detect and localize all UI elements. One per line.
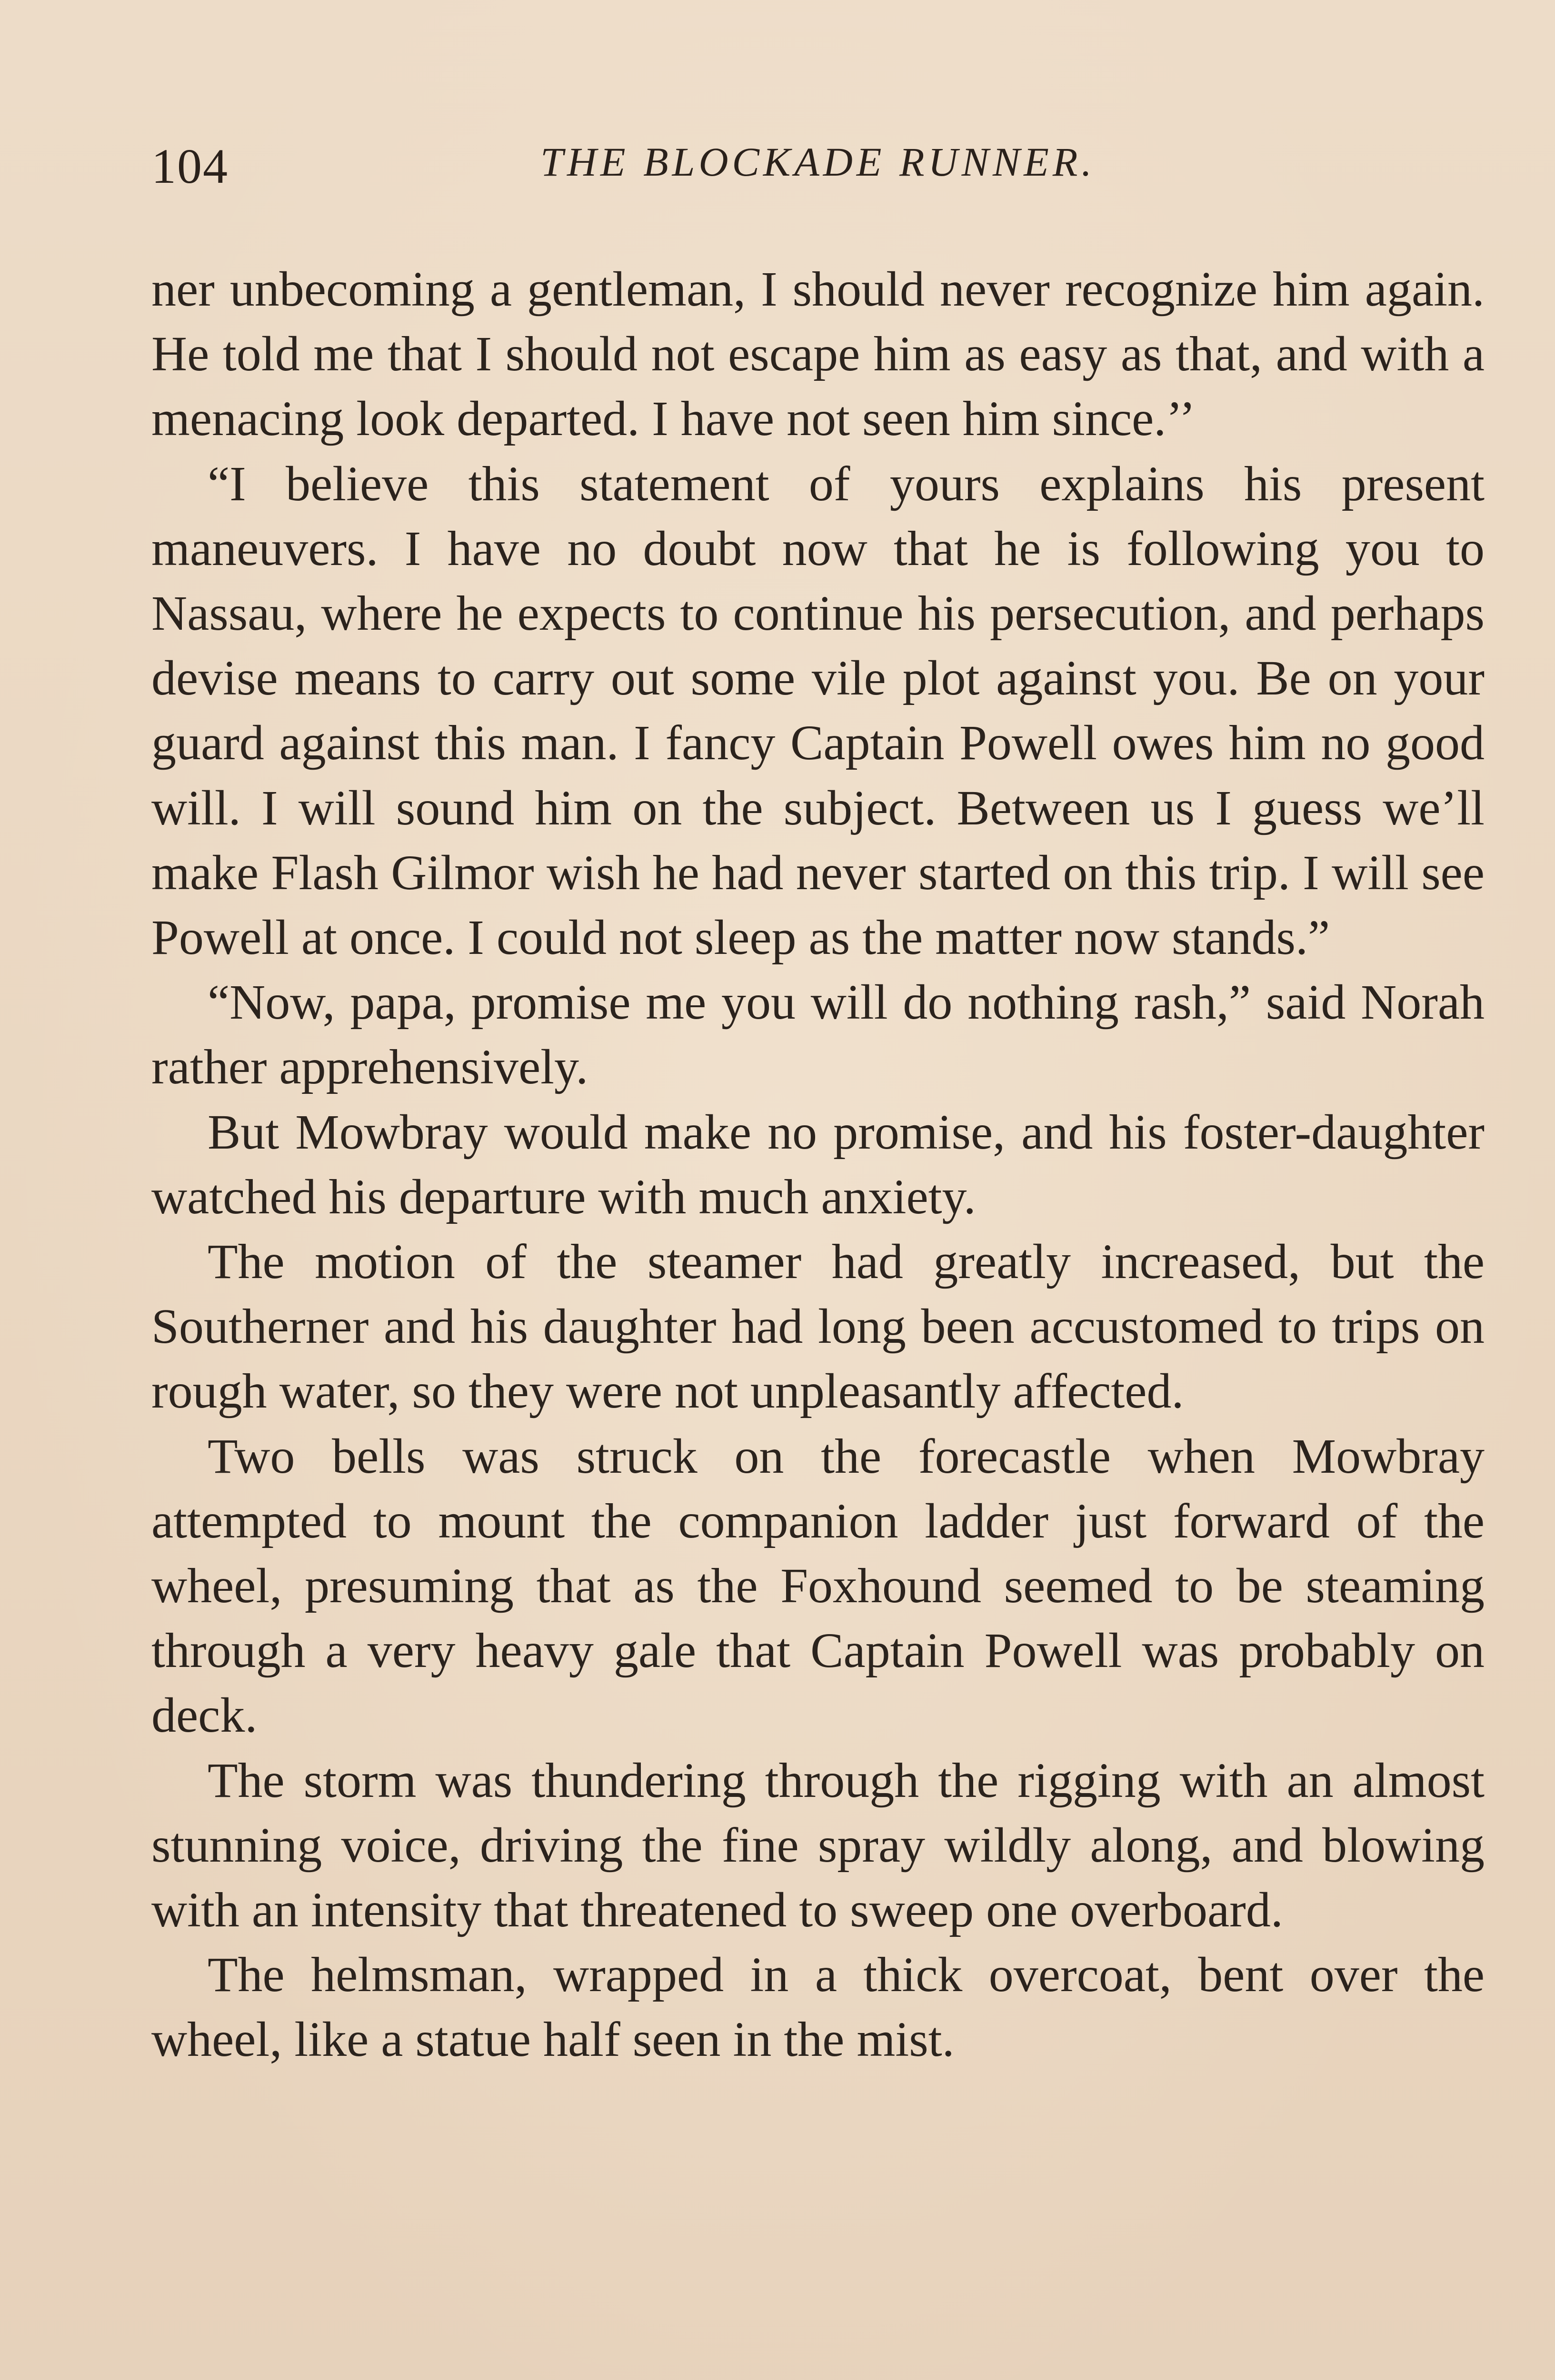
paragraph: Two bells was struck on the forecastle when Mowbray attempted to mount the companion ladder just forward of the wheel, presuming that as the Foxhound seemed to be steaming through a very heavy gale that Captain Powell was probably on deck. — [151, 1428, 1485, 1743]
page-header — [151, 138, 1485, 200]
page-number: 104 — [151, 139, 229, 194]
paragraph: “Now, papa, promise me you will do nothing rash,” said Norah rather apprehensively. — [151, 975, 1485, 1095]
paragraph: The storm was thundering through the rigging with an almost stunning voice, driving the fine spray wildly along, and blowing with an intensity that threatened to sweep one overboard. — [151, 1753, 1485, 1938]
paragraph: The motion of the steamer had greatly increased, but the Southerner and his daughter had long been accustomed to trips on rough water, so they were not unpleasantly affected. — [151, 1234, 1485, 1419]
running-title: THE BLOCKADE RUNNER. — [540, 139, 1096, 185]
paragraph: But Mowbray would make no promise, and his foster-daughter watched his departure with much anxiety. — [151, 1104, 1485, 1224]
paragraph: “I believe this statement of yours explains his present maneuvers. I have no doubt now that he is following you to Nassau, where he expects to continue his persecution, and perhaps devise means to carry out some vile plot against you. Be on your guard against this man. I fancy Captain Powell owes him no good will. I will sound him on the subject. Between us I guess we’ll make Flash Gilmor wish he had never started on this trip. I will see Powell at once. I could not sleep as the matter now stands.” — [151, 456, 1485, 965]
paragraph: ner unbecoming a gentleman, I should never recognize him again. He told me that I should not escape him as easy as that, and with a menacing look departed. I have not seen him since.’’ — [151, 262, 1485, 446]
paragraph: The helmsman, wrapped in a thick overcoat, bent over the wheel, like a statue half seen in the mist. — [151, 1947, 1485, 2067]
body-text — [151, 257, 1485, 2073]
